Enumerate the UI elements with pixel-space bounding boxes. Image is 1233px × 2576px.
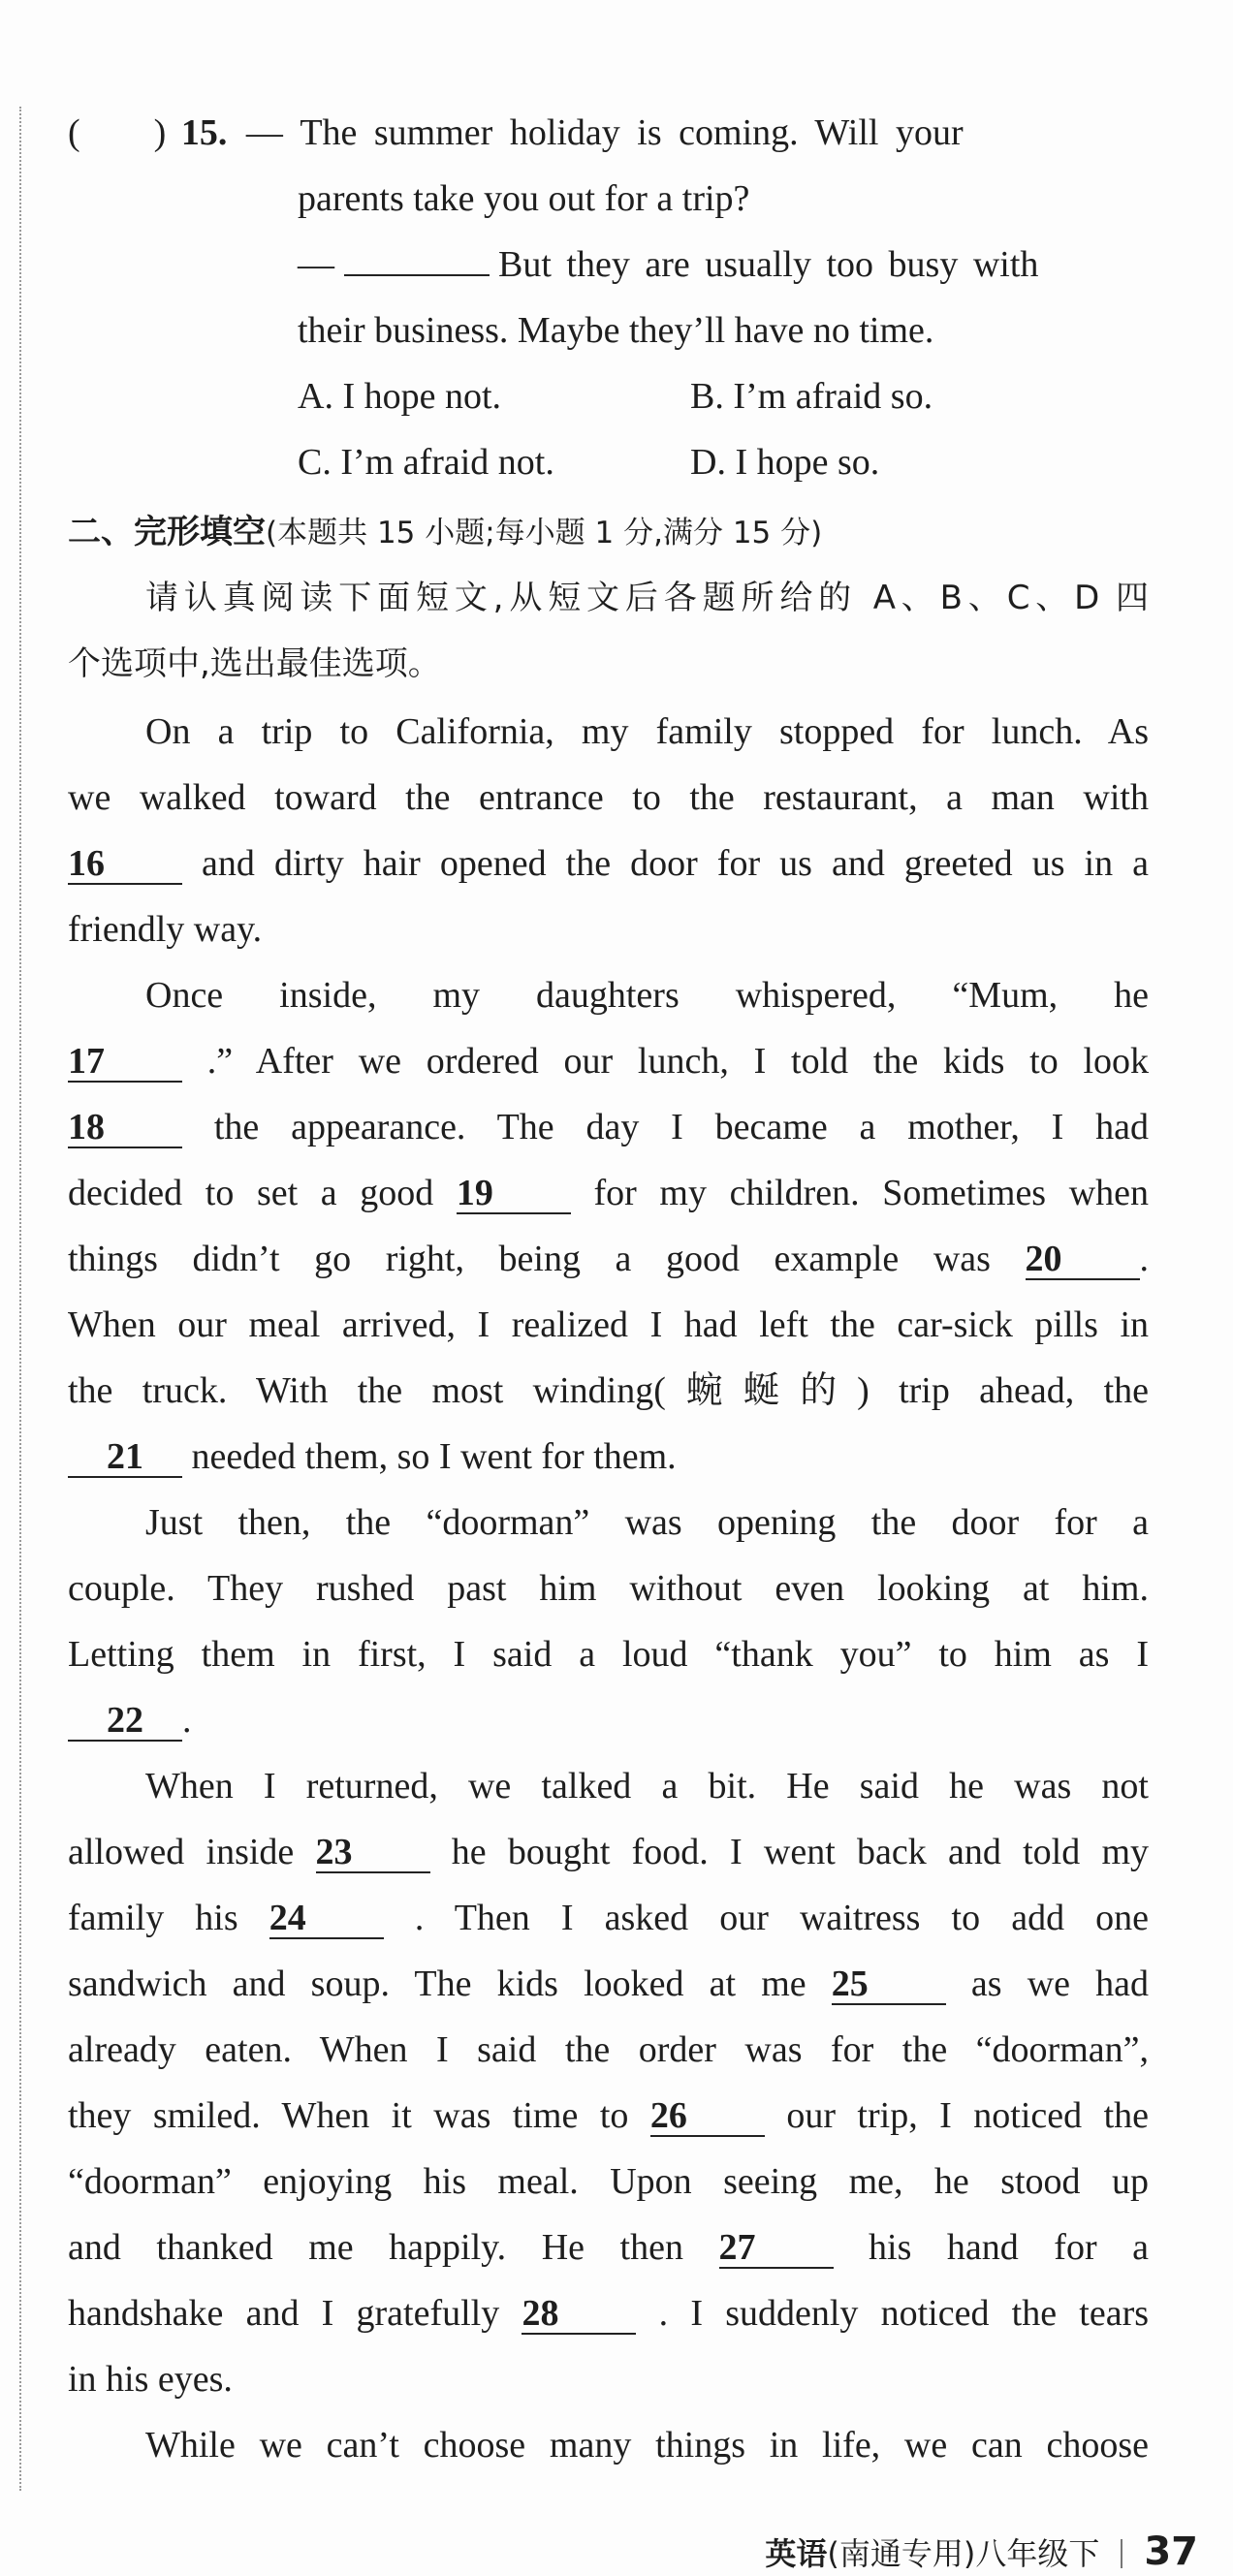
blank-24[interactable]: 24 [269,1899,384,1939]
q15-stem-line2 [298,174,1149,223]
passage-line: things didn’t go right, being a good example was 20 . [68,1239,1150,1279]
passage-line [68,1894,1149,1942]
section-instruction-line1: 请认真阅读下面短文,从短文后各题所给的 A、B、C、D 四 [145,579,1149,617]
q15-option-a[interactable]: A. I hope not. [298,376,502,417]
passage-line [68,2289,1149,2338]
passage-text: his hand for a [869,2227,1150,2268]
footer-subject: 英语 [765,2535,828,2572]
blank-16[interactable]: 16 [68,844,182,885]
passage-line: Once inside, my daughters whispered, “Mum, he [145,975,1149,1016]
blank-22[interactable]: 22 [68,1701,182,1742]
q15-answer-bracket[interactable]: ( ) [68,112,167,153]
q15-dash: — [298,244,334,285]
passage-text: allowed inside [68,1832,295,1872]
q15-stem-line1 [68,109,1149,157]
q15-text: parents take you out for a trip? [298,178,750,219]
passage-line: friendly way. [68,909,263,950]
passage-line: Just then, the “doorman” was opening the door for a [145,1502,1149,1543]
q15-stem-line3 [298,240,1149,289]
q15-option-c[interactable]: C. I’m afraid not. [298,442,554,483]
passage-text: decided to set a good [68,1173,434,1213]
q15-stem-line4 [298,306,1149,355]
binding-margin-line [19,107,21,2491]
q15-text: The summer holiday is coming. Will your [300,112,964,153]
passage-line: “doorman” enjoying his meal. Upon seeing me, he stood up [68,2161,1149,2202]
passage-text: handshake and I gratefully [68,2293,500,2334]
passage-line [68,1037,1149,1085]
blank-20[interactable]: 20 [1026,1240,1140,1280]
q15-blank[interactable] [344,274,490,276]
passage-text: the appearance. The day I became a mother, I had [213,1107,1149,1147]
passage-text: and dirty hair opened the door for us and greeted us in a [202,843,1150,884]
passage-text: he bought food. I went back and told my [451,1832,1149,1872]
blank-27[interactable]: 27 [719,2228,834,2269]
blank-21[interactable]: 21 [68,1437,182,1478]
passage-line: we walked toward the entrance to the restaurant, a man with [68,777,1149,818]
passage-text: our trip, I noticed the [786,2095,1150,2136]
blank-23[interactable]: 23 [316,1833,430,1873]
passage-text: .” After we ordered our lunch, I told the kids to look [206,1041,1149,1082]
blank-19[interactable]: 19 [457,1174,571,1214]
passage-text: . I suddenly noticed the tears [658,2293,1150,2334]
passage-text: they smiled. When it was time to [68,2095,629,2136]
q15-text: their business. Maybe they’ll have no time. [298,310,934,351]
section-title: 二、完形填空 [68,513,266,551]
passage-line: couple. They rushed past him without even looking at him. [68,1568,1149,1609]
passage-line [68,1169,1149,1217]
passage-line: When our meal arrived, I realized I had left the car-sick pills in [68,1304,1149,1345]
q15-dash: — [245,112,283,153]
passage-line: While we can’t choose many things in life, we can choose [145,2425,1149,2466]
section-note: (本题共 15 小题;每小题 1 分,满分 15 分) [266,516,823,550]
footer-divider [1121,2539,1122,2568]
section-heading [68,508,1149,557]
page-number: 37 [1144,2529,1198,2574]
passage-text: sandwich and soup. The kids looked at me [68,1963,806,2004]
passage-line [68,1828,1149,1876]
passage-text: needed them, so I went for them. [191,1436,677,1477]
q15-number: 15. [180,112,228,153]
passage-line: Letting them in first, I said a loud “thank you” to him as I [68,1634,1149,1675]
blank-25[interactable]: 25 [832,1964,946,2005]
passage-line [68,839,1149,888]
passage-text: . Then I asked our waitress to add one [414,1898,1150,1938]
passage-line: the truck. With the most winding(蜿蜒的) trip ahead, the [68,1370,1149,1411]
blank-17[interactable]: 17 [68,1042,182,1083]
blank-28[interactable]: 28 [522,2294,636,2335]
passage-line [68,2223,1149,2272]
q15-text: But they are usually too busy with [498,244,1039,285]
passage-line: 22 . [68,1696,1149,1744]
blank-26[interactable]: 26 [650,2096,765,2137]
passage-line: On a trip to California, my family stopped for lunch. As [145,711,1149,752]
passage-line: already eaten. When I said the order was for the “doorman”, [68,2029,1149,2070]
page-footer [765,2529,1198,2576]
q15-option-d[interactable]: D. I hope so. [690,442,880,483]
passage-line [68,2091,1149,2140]
passage-text: as we had [970,1963,1150,2004]
passage-line [68,1432,1149,1481]
passage-line [68,1960,1149,2008]
section-instruction-line2: 个选项中,选出最佳选项。 [68,644,441,683]
passage-line [68,1103,1149,1151]
passage-text: family his [68,1898,238,1938]
passage-line: When I returned, we talked a bit. He said he was not [145,1766,1149,1806]
passage-text: for my children. Sometimes when [593,1173,1150,1213]
passage-text: things didn’t go right, being a good example was [68,1239,991,1279]
passage-text: and thanked me happily. He then [68,2227,683,2268]
footer-edition: (南通专用)八年级下 [827,2535,1100,2572]
q15-option-b[interactable]: B. I’m afraid so. [690,376,933,417]
blank-18[interactable]: 18 [68,1108,182,1148]
passage-line: in his eyes. [68,2359,233,2400]
